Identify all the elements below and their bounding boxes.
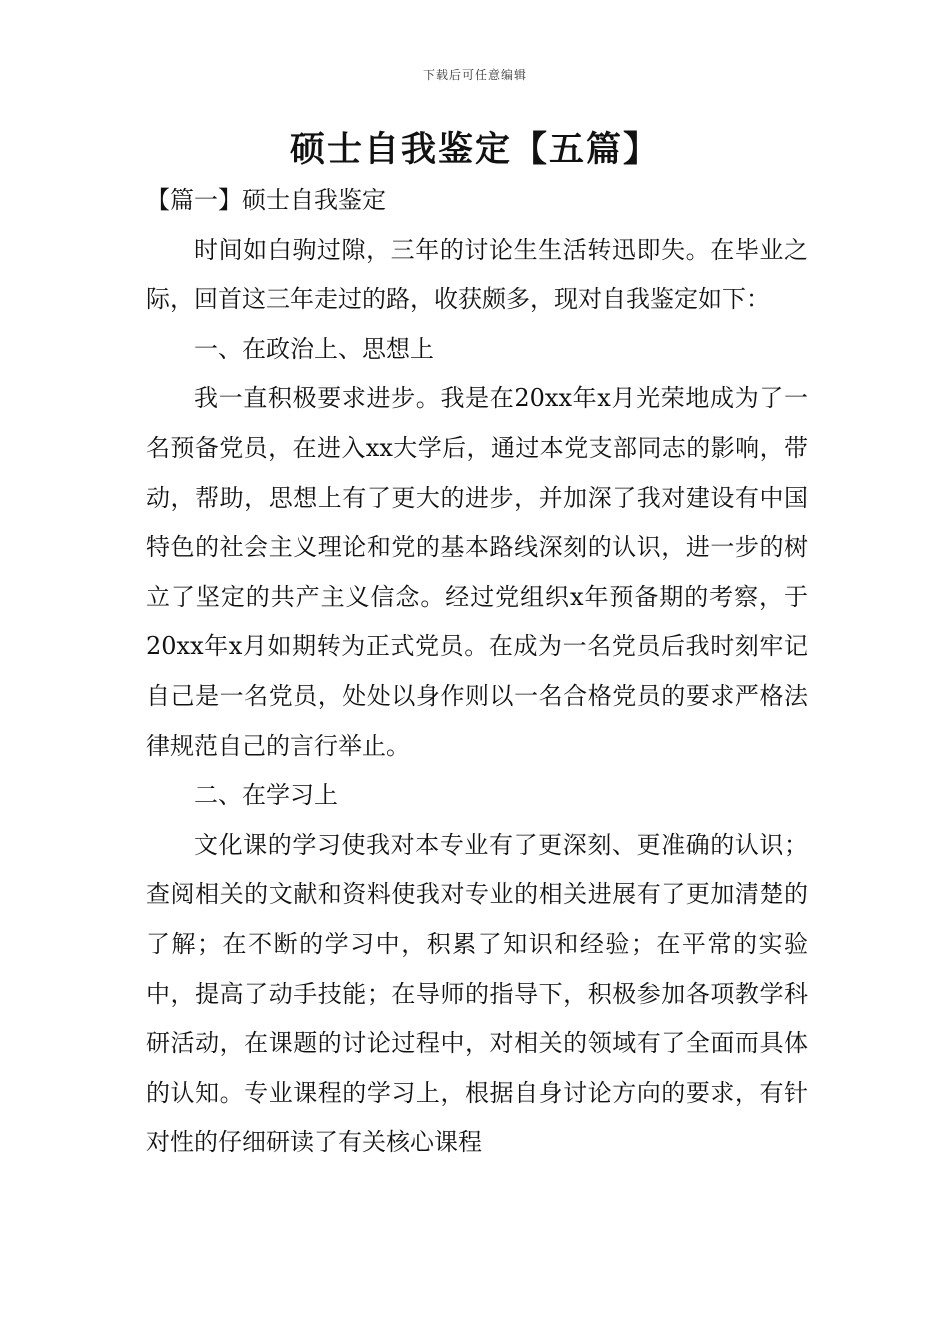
section-heading: 【篇一】硕士自我鉴定 [146,186,386,214]
paragraph-intro: 时间如白驹过隙，三年的讨论生生活转迅即失。在毕业之际，回首这三年走过的路，收获颇多，现对自我鉴定如下： [146,235,808,314]
header-note: 下载后可任意编辑 [422,68,527,82]
subheading-study: 二、在学习上 [194,781,338,810]
document-body [146,176,808,1168]
subheading-politics: 一、在政治上、思想上 [194,334,434,363]
document-title: 硕士自我鉴定【五篇】 [289,129,660,170]
paragraph-politics: 我一直积极要求进步。我是在20xx年x月光荣地成为了一名预备党员，在进入xx大学后，通过本党支部同志的影响，带动，帮助，思想上有了更大的进步，并加深了我对建设有中国特色的社会主义理论和党的基本路线深刻的认识，进一步的树立了坚定的共产主义信念。经过党组织x年预备期的考察，于20xx年x月如期转为正式党员。在成为一名党员后我时刻牢记自己是一名党员，处处以身作则以一名合格党员的要求严格法律规范自己的言行举止。 [146,384,808,760]
paragraph-study: 文化课的学习使我对本专业有了更深刻、更准确的认识；查阅相关的文献和资料使我对专业的相关进展有了更加清楚的了解；在不断的学习中，积累了知识和经验；在平常的实验中，提高了动手技能；在导师的指导下，积极参加各项教学科研活动，在课题的讨论过程中，对相关的领域有了全面而具体的认知。专业课程的学习上，根据自身讨论方向的要求，有针对性的仔细研读了有关核心课程 [146,830,808,1157]
